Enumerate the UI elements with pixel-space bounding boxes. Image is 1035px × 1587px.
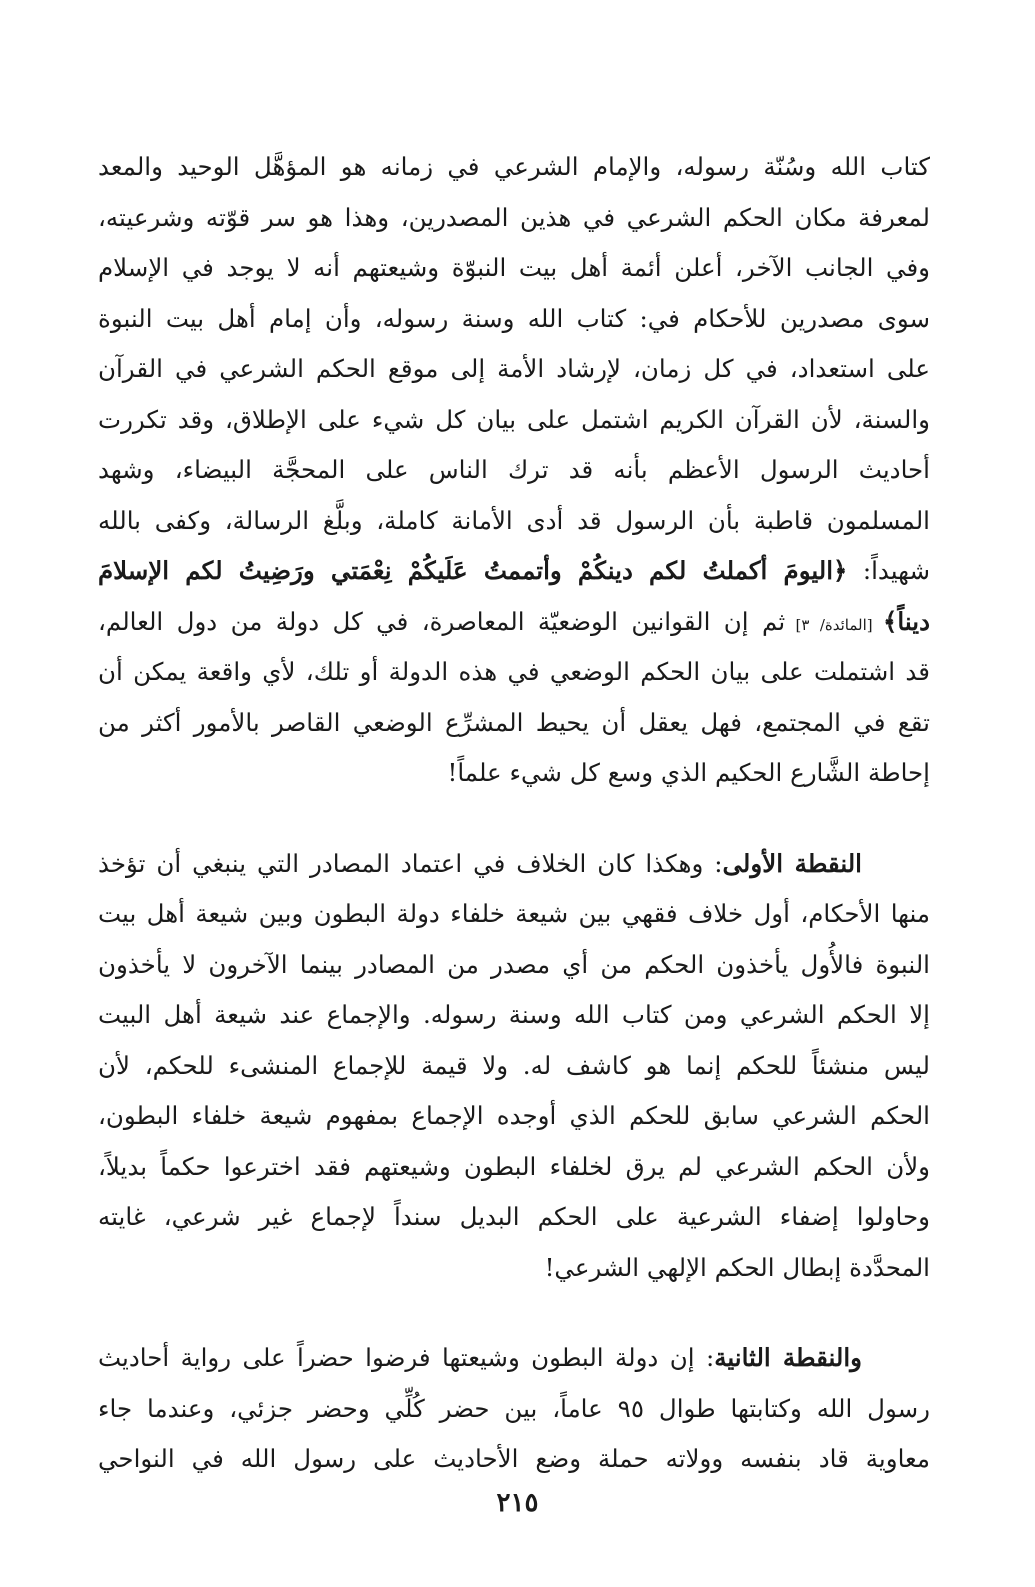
verse-citation: [المائدة/ ٣] <box>785 615 884 634</box>
paragraph-gap <box>98 1293 930 1333</box>
text-line-with-quran <box>98 546 930 597</box>
text-line: كتاب الله وسُنّة رسوله، والإمام الشرعي في زمانه هو المؤهَّل الوحيد والمعد <box>98 152 930 181</box>
text-line: وحاولوا إضفاء الشرعية على الحكم البديل سنداً لإجماع غير شرعي، غايته <box>98 1202 930 1231</box>
text-line: سوى مصدرين للأحكام في: كتاب الله وسنة رسوله، وأن إمام أهل بيت النبوة <box>98 303 930 333</box>
text-segment: شهيداً: <box>847 556 930 585</box>
text-line: الحكم الشرعي سابق للحكم الذي أوجده الإجماع بمفهوم شيعة خلفاء البطون، <box>98 1101 930 1130</box>
text-line: أحاديث الرسول الأعظم بأنه قد ترك الناس على المحجَّة البيضاء، وشهد <box>98 455 930 484</box>
text-segment: : وهكذا كان الخلاف في اعتماد المصادر التي ينبغي أن تؤخذ <box>98 848 723 878</box>
text-segment: : إن دولة البطون وشيعتها فرضوا حضراً على رواية أحاديث <box>98 1343 715 1372</box>
paragraph-1 <box>98 142 930 799</box>
text-line-with-heading <box>98 1333 930 1384</box>
text-line: تقع في المجتمع، فهل يعقل أن يحيط المشرِّع الوضعي القاصر بالأمور أكثر من <box>98 707 930 737</box>
text-line: المحدَّدة إبطال الحكم الإلهي الشرعي! <box>544 1252 930 1282</box>
text-line: ولأن الحكم الشرعي لم يرق لخلفاء البطون وشيعتهم فقد اخترعوا حكماً بديلاً، <box>98 1151 930 1181</box>
page-number: ٢١٥ <box>496 1488 539 1518</box>
paragraph-2 <box>98 839 930 1294</box>
paragraph-3 <box>98 1333 930 1485</box>
text-line: النبوة فالأُول يأخذون الحكم من أي مصدر من المصادر بينما الآخرون لا يأخذون <box>98 949 930 979</box>
text-line: قد اشتملت على بيان الحكم الوضعي في هذه الدولة أو تلك، لأي واقعة يمكن أن <box>98 657 930 686</box>
text-line: إحاطة الشَّارع الحكيم الذي وسع كل شيء علماً! <box>447 758 930 787</box>
text-line: معاوية قاد بنفسه وولاته حملة وضع الأحاديث على رسول الله في النواحي <box>98 1444 930 1473</box>
section-heading: والنقطة الثانية <box>714 1343 862 1372</box>
text-line: لمعرفة مكان الحكم الشرعي في هذين المصدرين، وهذا هو سر قوّته وشرعيته، <box>98 202 930 232</box>
text-line-with-citation <box>98 597 930 648</box>
section-heading: النقطة الأولى <box>722 848 862 878</box>
text-line: على استعداد، في كل زمان، لإرشاد الأمة إلى موقع الحكم الشرعي في القرآن <box>98 354 930 383</box>
text-line: إلا الحكم الشرعي ومن كتاب الله وسنة رسوله. والإجماع عند شيعة أهل البيت <box>98 1000 930 1029</box>
text-line: والسنة، لأن القرآن الكريم اشتمل على بيان كل شيء على الإطلاق، وقد تكررت <box>98 404 930 434</box>
page-body <box>98 142 930 1482</box>
text-line: ليس منشئاً للحكم إنما هو كاشف له. ولا قيمة للإجماع المنشىء للحكم، لأن <box>98 1050 930 1080</box>
text-line-with-heading <box>98 839 930 890</box>
quran-verse: ﴿اليومَ أكملتُ لكم دينكُمْ وأتممتُ عَلَيكُمْ نِعْمَتي ورَضِيتُ لكم الإسلامَ <box>98 556 848 585</box>
text-line: رسول الله وكتابتها طوال ٩٥ عاماً، بين حضر كُلِّي وحضر جزئي، وعندما جاء <box>98 1393 930 1423</box>
text-line: وفي الجانب الآخر، أعلن أئمة أهل بيت النبوّة وشيعتهم أنه لا يوجد في الإسلام <box>98 253 930 282</box>
quran-verse-end: ديناً﴾ <box>883 606 930 636</box>
paragraph-gap <box>98 799 930 839</box>
text-line: المسلمون قاطبة بأن الرسول قد أدى الأمانة كاملة، وبلَّغ الرسالة، وكفى بالله <box>98 505 930 535</box>
text-line: منها الأحكام، أول خلاف فقهي بين شيعة خلفاء دولة البطون وبين شيعة أهل بيت <box>98 899 930 928</box>
text-segment: ثم إن القوانين الوضعيّة المعاصرة، في كل دولة من دول العالم، <box>98 606 786 636</box>
